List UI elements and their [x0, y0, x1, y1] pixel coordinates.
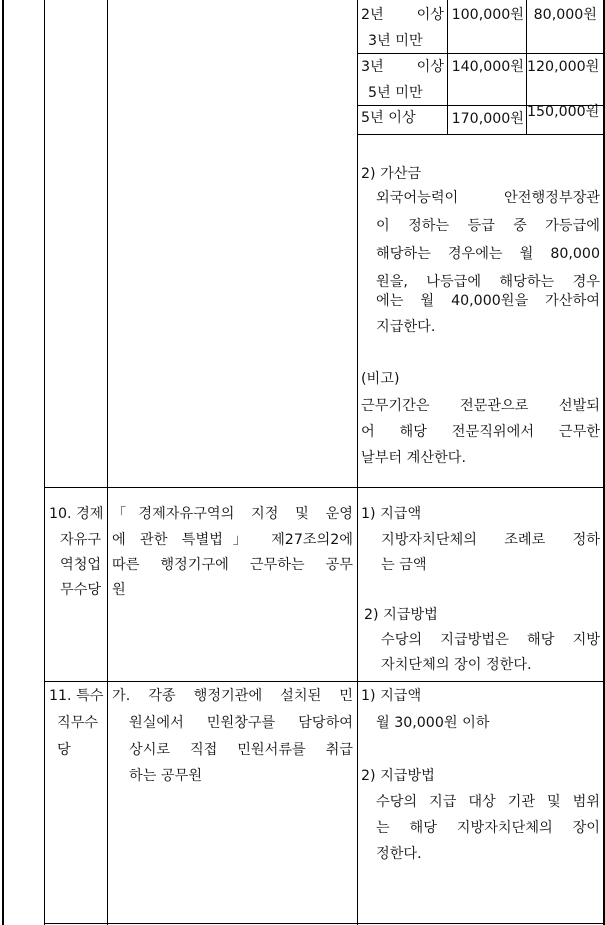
- period-3y-min: 3년 이상: [361, 59, 444, 75]
- salary-table-row-line-1: [357, 53, 604, 54]
- row-10-target-2: 에 관한 특별법」 제27조의2에: [112, 532, 353, 548]
- amount-3y-grade1: 140,000원: [451, 59, 524, 75]
- row-11-target-1: 가. 각종 행정기관에 설치된 민: [112, 688, 353, 704]
- row-11-target-4: 하는 공무원: [129, 768, 203, 784]
- row-10-method-line-1: 수당의 지급방법은 해당 지방: [381, 632, 600, 648]
- row-10-amount-line-1: 지방자치단체의 조례로 정하: [381, 532, 600, 548]
- row-11-top-line: [44, 681, 604, 682]
- row-10-target-3: 따른 행정기구에 근무하는 공무: [112, 557, 353, 573]
- period-3y-max: 3년 미만: [368, 33, 423, 49]
- bonus-heading: 2) 가산금: [361, 166, 422, 182]
- row-11-amount-line-1: 월 30,000원 이하: [376, 715, 490, 731]
- amount-3y-grade2: 120,000원: [527, 59, 600, 75]
- amount-5y-grade2: 150,000원: [527, 104, 600, 120]
- row-11-name-1: 11. 특수: [49, 688, 104, 704]
- row-10-name-1: 10. 경제: [49, 506, 104, 522]
- bonus-line-2: 이 정하는 등급 중 가등급에: [376, 218, 600, 234]
- bonus-line-1: 외국어능력이 안전행정부장관: [376, 190, 600, 206]
- column-divider-1: [44, 0, 45, 925]
- period-5y-min: 5년 이상: [361, 110, 416, 126]
- row-11-method-heading: 2) 지급방법: [361, 768, 435, 784]
- row-10-target-4: 원: [112, 582, 126, 598]
- row-11-target-3: 상시로 직접 민원서류를 취급: [129, 742, 353, 758]
- row-11-name-2: 직무수: [57, 715, 99, 731]
- bonus-line-4: 원을, 나등급에 해당하는 경우: [376, 274, 600, 290]
- row-10-amount-heading: 1) 지급액: [361, 506, 422, 522]
- row-10-target-1: 「경제자유구역의 지정 및 운영: [112, 506, 353, 522]
- period-2y-min: 2년 이상: [361, 7, 444, 23]
- table-border-right: [603, 0, 605, 925]
- bonus-line-6: 지급한다.: [376, 319, 436, 335]
- row-10-method-heading: 2) 지급방법: [364, 607, 438, 623]
- salary-table-bottom-line: [357, 134, 604, 135]
- period-5y-max: 5년 미만: [368, 85, 423, 101]
- bonus-line-5: 에는 월 40,000원을 가산하여: [376, 293, 600, 309]
- row-10-method-line-2: 자치단체의 장이 정한다.: [381, 657, 532, 673]
- row-10-top-line: [44, 487, 604, 488]
- row-11-method-line-3: 정한다.: [376, 846, 422, 862]
- row-10-name-3: 역청업: [60, 557, 102, 573]
- row-11-name-3: 당: [57, 742, 71, 758]
- note-heading: (비고): [361, 371, 400, 387]
- column-divider-3: [357, 0, 358, 925]
- amount-2y-grade1: 100,000원: [451, 7, 524, 23]
- row-10-amount-line-2: 는 금액: [381, 557, 427, 573]
- row-11-amount-heading: 1) 지급액: [361, 688, 422, 704]
- note-line-2: 어 해당 전문직위에서 근무한: [361, 424, 600, 440]
- note-line-1: 근무기간은 전문관으로 선발되: [361, 398, 600, 414]
- table-bottom-line: [44, 923, 604, 924]
- amount-5y-grade1: 170,000원: [451, 111, 524, 127]
- row-10-name-4: 무수당: [60, 582, 102, 598]
- amount-2y-grade2: 80,000원: [533, 7, 597, 23]
- row-11-target-2: 원실에서 민원창구를 담당하여: [129, 715, 353, 731]
- bonus-line-3: 해당하는 경우에는 월 80,000: [376, 246, 600, 262]
- row-11-method-line-1: 수당의 지급 대상 기관 및 범위: [376, 794, 600, 810]
- note-line-3: 날부터 계산한다.: [361, 450, 466, 466]
- row-10-name-2: 자유구: [60, 532, 102, 548]
- row-11-method-line-2: 는 해당 지방자치단체의 장이: [376, 820, 600, 836]
- table-border-left: [2, 0, 4, 925]
- column-divider-2: [107, 0, 108, 925]
